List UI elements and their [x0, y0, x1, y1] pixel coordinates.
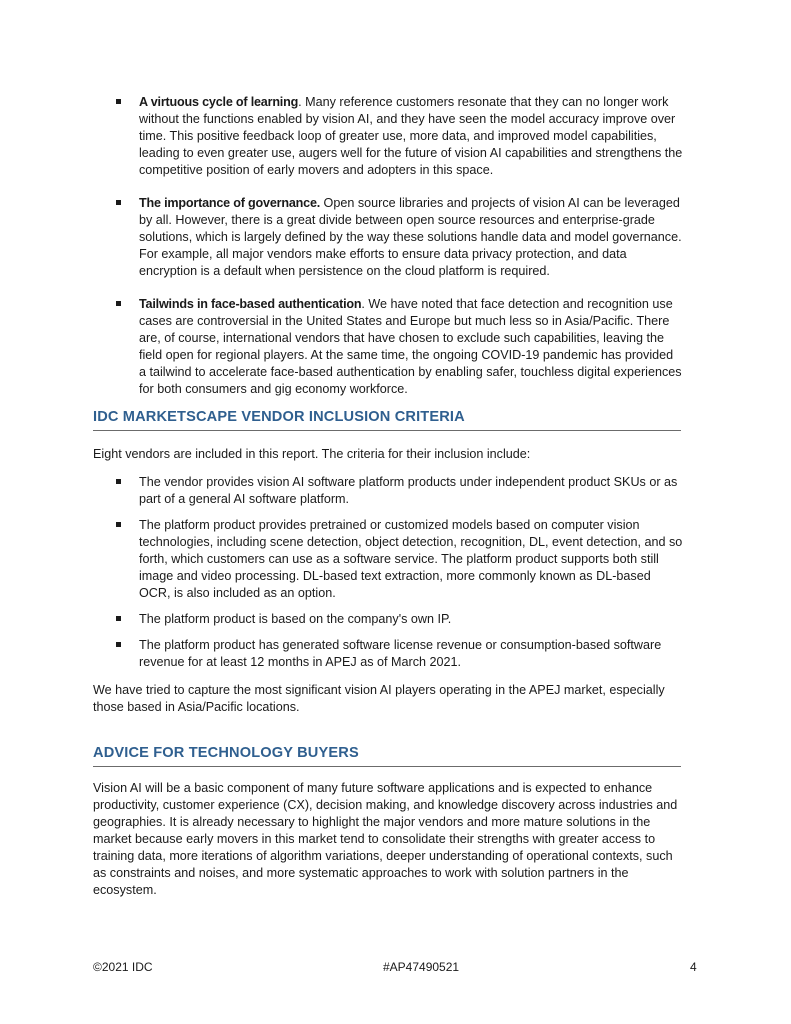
- inclusion-criteria-heading: IDC MARKETSCAPE VENDOR INCLUSION CRITERIA: [93, 409, 681, 431]
- list-item: [0, 637, 791, 671]
- bullet-text: . We have noted that face detection and recognition use cases are controversial in the United States and Europe but much less so in Asia/Pacific. There are, of course, international vendors that have chosen to exclude such capabilities, leaving the field open for regional players. At the same time, the ongoing COVID-19 pandemic has provided a tailwind to accelerate face-based authentication by enabling safer, touchless digital experiences for both consumers and gig economy workforce.: [139, 297, 682, 396]
- list-item: [0, 296, 791, 398]
- list-item: [0, 611, 791, 628]
- footer-copyright: ©2021 IDC: [93, 960, 153, 974]
- bullet-square-icon: [116, 99, 121, 104]
- footer-doc-id: #AP47490521: [383, 960, 460, 974]
- advice-heading: ADVICE FOR TECHNOLOGY BUYERS: [93, 745, 681, 767]
- bullet-text: The platform product is based on the company's own IP.: [139, 612, 452, 626]
- list-item: [0, 474, 791, 508]
- list-item: [0, 195, 791, 280]
- bullet-lead: Tailwinds in face-based authentication: [139, 297, 362, 311]
- bullet-square-icon: [116, 522, 121, 527]
- page-number: 4: [690, 960, 697, 974]
- bullet-square-icon: [116, 479, 121, 484]
- key-trends-list: [0, 94, 791, 398]
- bullet-text: . Many reference customers resonate that they can no longer work without the functions enabled by vision AI, and they have seen the model accuracy improve over time. This positive feedback loop of greater use, more data, and improved model capabilities, leading to even greater use, augers well for the future of vision AI capabilities and strengthens the competitive position of early movers and adopters in this space.: [139, 95, 683, 177]
- bullet-text: The platform product has generated software license revenue or consumption-based software revenue for at least 12 months in APEJ as of March 2021.: [139, 638, 662, 669]
- bullet-text: The vendor provides vision AI software platform products under independent product SKUs or as part of a general AI software platform.: [139, 475, 678, 506]
- bullet-square-icon: [116, 616, 121, 621]
- inclusion-closing: We have tried to capture the most significant vision AI players operating in the APEJ market, especially those based in Asia/Pacific locations.: [93, 683, 665, 714]
- bullet-square-icon: [116, 301, 121, 306]
- advice-body: Vision AI will be a basic component of many future software applications and is expected to enhance productivity, customer experience (CX), decision making, and knowledge discovery across industries and geographies. It is already necessary to highlight the major vendors and more mature solutions in the market because early movers in this market tend to consolidate their strengths with greater access to training data, more iterations of algorithm variations, deeper understanding of operational contexts, such as constraints and noises, and more systematic approaches to work with solution partners in the ecosystem.: [93, 781, 678, 897]
- bullet-lead: A virtuous cycle of learning: [139, 95, 299, 109]
- inclusion-criteria-list: [0, 474, 791, 671]
- bullet-text: The platform product provides pretrained or customized models based on computer vision technologies, including scene detection, object detection, recognition, DL, event detection, and so forth, which customers can use as a software service. The platform product supports both still image and video processing. DL-based text extraction, more commonly known as DL-based OCR, is also included as an option.: [139, 518, 683, 600]
- bullet-square-icon: [116, 642, 121, 647]
- list-item: [0, 517, 791, 602]
- list-item: [0, 94, 791, 179]
- bullet-text: Open source libraries and projects of vision AI can be leveraged by all. However, there is a great divide between open source resources and enterprise-grade solutions, which is largely defined by the way these solutions handle data and model governance. For example, all major vendors make efforts to ensure data privacy protection, and data encryption is a default when persistence on the cloud platform is required.: [139, 196, 682, 278]
- bullet-square-icon: [116, 200, 121, 205]
- inclusion-intro: Eight vendors are included in this report. The criteria for their inclusion include:: [93, 447, 531, 461]
- bullet-lead: The importance of governance.: [139, 196, 321, 210]
